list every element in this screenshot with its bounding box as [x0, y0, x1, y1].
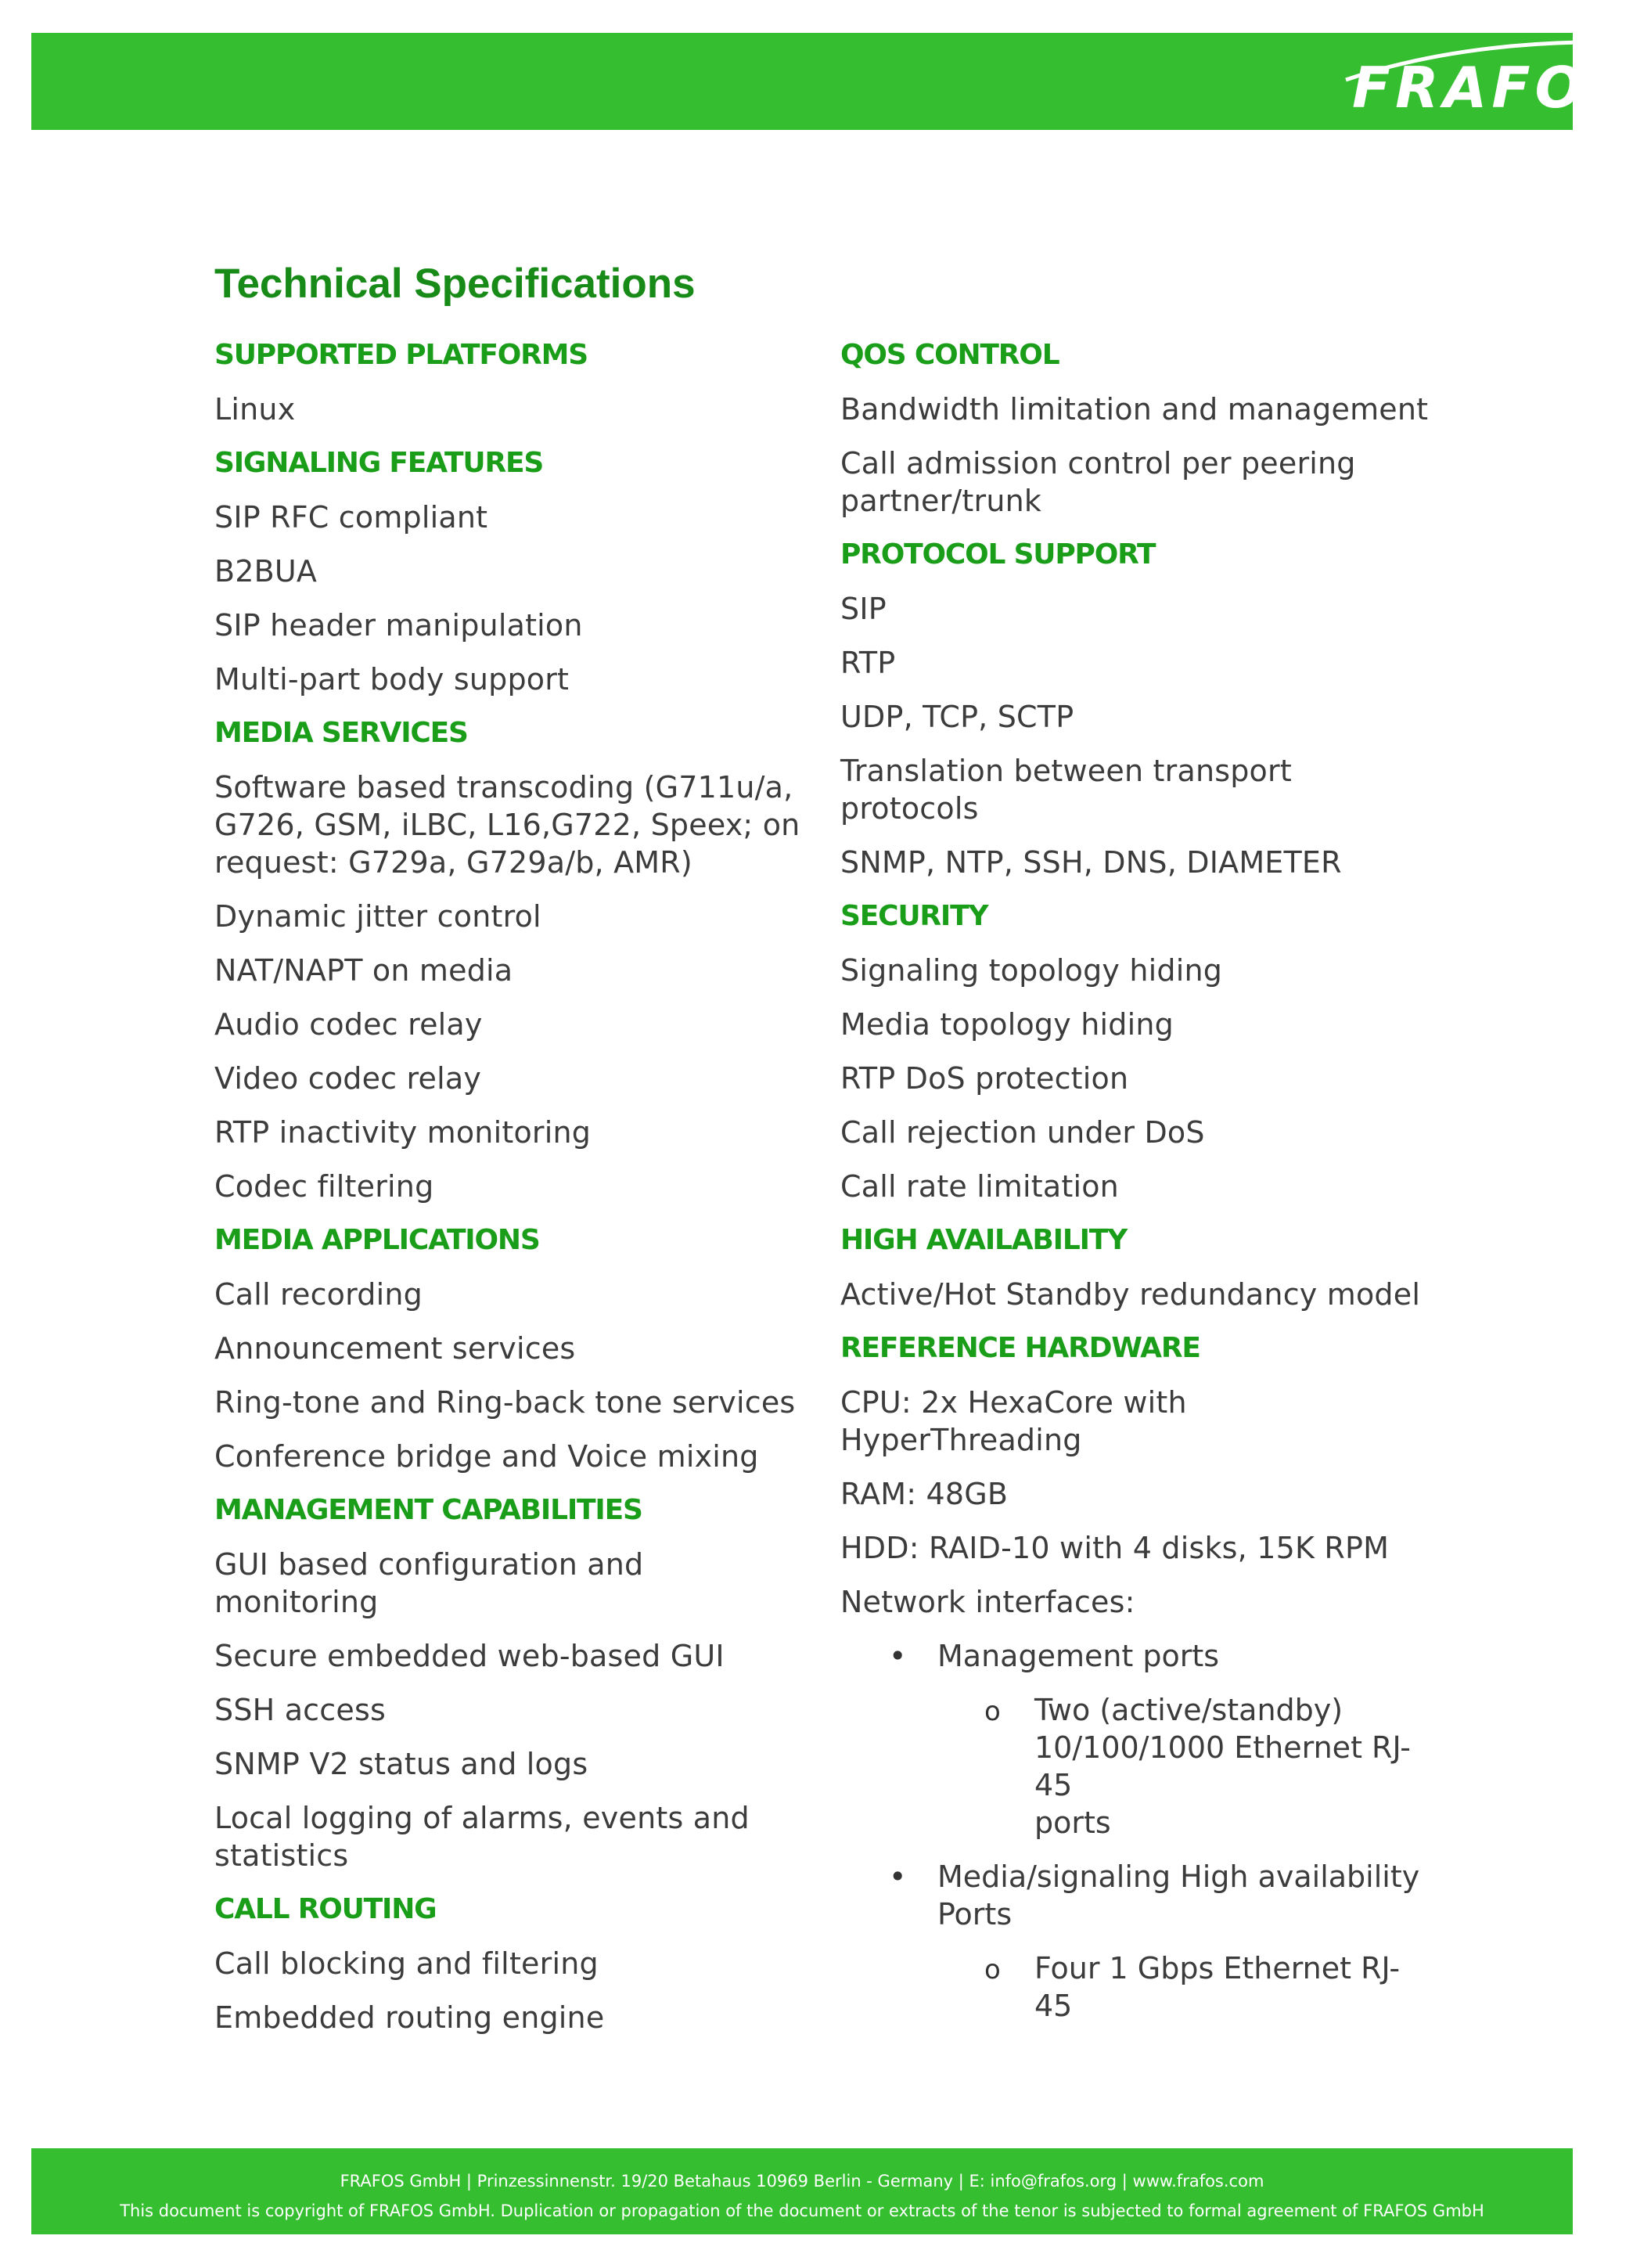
spec-item [214, 952, 809, 989]
text-line: Call blocking and filtering [214, 1946, 599, 1981]
spec-item [214, 391, 809, 428]
spec-item [214, 607, 809, 644]
text-line: Ring-tone and Ring-back tone services [214, 1385, 796, 1420]
text-line: request: G729a, G729a/b, AMR) [214, 845, 692, 880]
text-line: Call recording [214, 1277, 423, 1312]
spec-item [214, 499, 809, 536]
text-line: Media topology hiding [840, 1007, 1174, 1042]
spec-item [214, 769, 809, 881]
text-line: G726, GSM, iLBC, L16,G722, Speex; on [214, 808, 800, 842]
text-line: ports [1034, 1805, 1111, 1840]
network-interfaces-list [840, 1637, 1435, 2025]
footer-contact: FRAFOS GmbH | Prinzessinnenstr. 19/20 Betahaus 10969 Berlin - Germany | E: info@frafos.org | www.frafos.com [340, 2172, 1264, 2191]
text-line: SSH access [214, 1693, 386, 1727]
text-line: NAT/NAPT on media [214, 953, 513, 988]
spec-item [214, 1438, 809, 1475]
right-column [840, 337, 1435, 2025]
circle-bullet-icon: o [984, 1696, 1001, 1727]
spec-item [840, 952, 1435, 989]
text-line: RTP [840, 646, 896, 680]
text-line: UDP, TCP, SCTP [840, 700, 1074, 734]
spec-item [214, 1330, 809, 1367]
text-line: Media/signaling High availability [937, 1859, 1420, 1894]
text-line: Signaling topology hiding [840, 953, 1223, 988]
text-line: 10/100/1000 Ethernet RJ-45 [1034, 1730, 1412, 1802]
circle-bullet-icon: o [984, 1954, 1001, 1985]
footer-bar [31, 2148, 1573, 2234]
section-heading: HIGH AVAILABILITY [840, 1224, 1128, 1256]
spec-item [840, 844, 1435, 881]
spec-item [214, 553, 809, 590]
section-heading: MEDIA SERVICES [214, 717, 468, 749]
text-line: CPU: 2x HexaCore with HyperThreading [840, 1385, 1187, 1457]
sub-bullet-item [840, 1949, 1435, 2025]
section-heading: SECURITY [840, 900, 988, 932]
spec-item [214, 1384, 809, 1421]
text-line: SIP [840, 592, 887, 626]
frafos-logo [1315, 39, 1633, 130]
bullet-icon: • [889, 1859, 907, 1894]
spec-item [840, 1475, 1435, 1513]
bullet-item [840, 1858, 1435, 1933]
text-line: SNMP V2 status and logs [214, 1747, 588, 1781]
text-line: Embedded routing engine [214, 2000, 605, 2035]
spec-item [840, 590, 1435, 628]
text-line: Dynamic jitter control [214, 899, 541, 934]
spec-item [214, 1546, 809, 1621]
logo-text: FRAFOS [1352, 55, 1633, 121]
text-line: Call rate limitation [840, 1169, 1119, 1204]
text-line: Management ports [937, 1639, 1220, 1673]
section-heading: SUPPORTED PLATFORMS [214, 339, 588, 371]
spec-item [214, 1637, 809, 1675]
text-line: Multi-part body support [214, 662, 570, 697]
header-bar [31, 33, 1633, 130]
text-line: statistics [214, 1838, 349, 1873]
text-line: Two (active/standby) [1034, 1693, 1343, 1727]
spec-item [840, 1583, 1435, 1621]
spec-item [840, 698, 1435, 736]
spec-item [214, 1945, 809, 1982]
footer-copyright: This document is copyright of FRAFOS GmbH. Duplication or propagation of the document or extracts of the tenor is subjected to formal agreement of FRAFOS GmbH [120, 2201, 1484, 2220]
spec-item [840, 1168, 1435, 1205]
bullet-item [840, 1637, 1435, 1675]
section-heading: MEDIA APPLICATIONS [214, 1224, 540, 1256]
text-line: Announcement services [214, 1331, 576, 1366]
spec-item [840, 1114, 1435, 1151]
left-column [214, 337, 809, 2036]
spec-item [840, 1006, 1435, 1043]
text-line: Ports [937, 1897, 1013, 1931]
text-line: SIP header manipulation [214, 608, 583, 643]
text-line: Linux [214, 392, 296, 427]
text-line: B2BUA [214, 554, 318, 589]
text-line: Video codec relay [214, 1061, 482, 1096]
section-heading: CALL ROUTING [214, 1893, 437, 1925]
spec-item [214, 1006, 809, 1043]
section-heading: REFERENCE HARDWARE [840, 1332, 1200, 1364]
spec-item [214, 1168, 809, 1205]
spec-item [214, 898, 809, 935]
sub-bullet-item [840, 1691, 1435, 1841]
section-heading: MANAGEMENT CAPABILITIES [214, 1494, 642, 1526]
text-line: Translation between transport protocols [840, 754, 1292, 826]
text-line: Bandwidth limitation and management [840, 392, 1429, 427]
section-heading: SIGNALING FEATURES [214, 447, 544, 479]
spec-item [214, 1276, 809, 1313]
spec-item [840, 445, 1435, 520]
text-line: HDD: RAID-10 with 4 disks, 15K RPM [840, 1531, 1390, 1565]
spec-item [840, 1276, 1435, 1313]
text-line: SNMP, NTP, SSH, DNS, DIAMETER [840, 845, 1342, 880]
spec-item [840, 1060, 1435, 1097]
text-line: Secure embedded web-based GUI [214, 1639, 725, 1673]
spec-item [840, 644, 1435, 682]
spec-item [214, 1799, 809, 1874]
text-line: RTP DoS protection [840, 1061, 1129, 1096]
text-line: Codec filtering [214, 1169, 434, 1204]
text-line: Four 1 Gbps Ethernet RJ-45 [1034, 1951, 1401, 2023]
text-line: Call rejection under DoS [840, 1115, 1205, 1150]
spec-item [840, 391, 1435, 428]
text-line: SIP RFC compliant [214, 500, 488, 535]
spec-item [214, 661, 809, 698]
text-line: RTP inactivity monitoring [214, 1115, 592, 1150]
text-line: partner/trunk [840, 484, 1042, 518]
text-line: Call admission control per peering [840, 446, 1356, 481]
spec-item [214, 1114, 809, 1151]
spec-item [840, 752, 1435, 827]
spec-item [214, 1999, 809, 2036]
spec-item [214, 1745, 809, 1783]
spec-item [214, 1691, 809, 1729]
text-line: Network interfaces: [840, 1585, 1135, 1619]
text-line: GUI based configuration and monitoring [214, 1547, 644, 1619]
text-line: RAM: 48GB [840, 1477, 1009, 1511]
right-sections [840, 337, 1435, 1621]
text-line: Conference bridge and Voice mixing [214, 1439, 759, 1474]
page-title: Technical Specifications [214, 261, 696, 307]
bullet-icon: • [889, 1639, 907, 1673]
spec-item [840, 1384, 1435, 1459]
spec-item [214, 1060, 809, 1097]
section-heading: PROTOCOL SUPPORT [840, 538, 1156, 571]
section-heading: QOS CONTROL [840, 339, 1059, 371]
text-line: Local logging of alarms, events and [214, 1801, 750, 1835]
text-line: Software based transcoding (G711u/a, [214, 770, 793, 805]
text-line: Audio codec relay [214, 1007, 483, 1042]
text-line: Active/Hot Standby redundancy model [840, 1277, 1421, 1312]
spec-item [840, 1529, 1435, 1567]
